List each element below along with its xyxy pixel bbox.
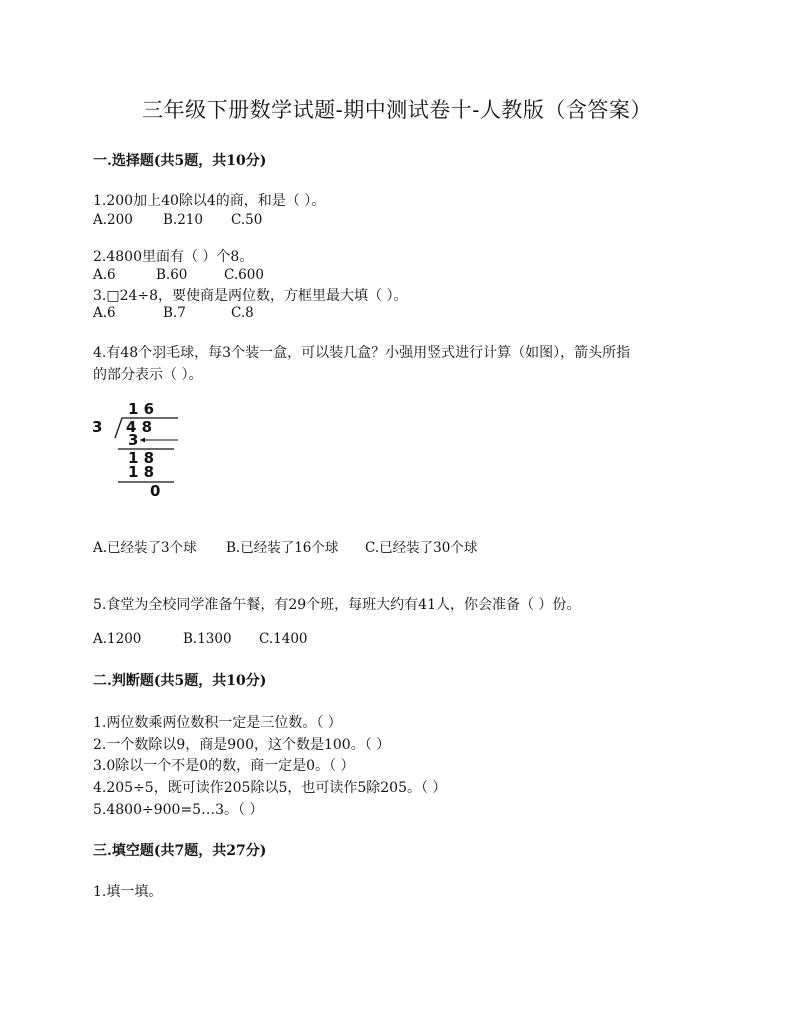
judge-question-3: 3.0除以一个不是0的数，商一定是0。（ ） (93, 758, 355, 774)
option-b: B.已经装了16个球 (226, 540, 339, 556)
section-heading-fill: 三.填空题(共7题，共27分) (93, 843, 267, 859)
divisor: 3 (92, 418, 103, 436)
option-a: A.6 (93, 305, 116, 321)
option-b: B.7 (163, 305, 186, 321)
question-4-line-1: 4.有48个羽毛球，每3个装一盒，可以装几盒？小强用竖式进行计算（如图），箭头所指 (93, 345, 631, 361)
option-a: A.200 (93, 212, 133, 228)
option-c: C.1400 (259, 631, 308, 647)
dividend: 4 8 (126, 418, 153, 436)
section-heading-choice: 一.选择题(共5题，共10分) (93, 153, 267, 169)
section-heading-judge: 二.判断题(共5题，共10分) (93, 673, 267, 689)
judge-question-4: 4.205÷5，既可读作205除以5，也可读作5除205。（ ） (93, 780, 447, 796)
fill-question-1: 1.填一填。 (93, 884, 163, 900)
option-c: C.600 (224, 267, 264, 283)
option-c: C.8 (231, 305, 254, 321)
question-3-options (93, 305, 254, 321)
question-5-options (93, 631, 308, 647)
question-2-options (93, 267, 264, 283)
quotient: 1 6 (128, 400, 155, 418)
remainder: 0 (150, 482, 161, 500)
page-title: 三年级下册数学试题-期中测试卷十-人教版（含答案） (142, 98, 652, 122)
option-c: C.50 (231, 212, 263, 228)
option-a: A.6 (93, 267, 116, 283)
option-b: B.1300 (183, 631, 232, 647)
judge-question-5: 5.4800÷900=5…3。（ ） (93, 802, 264, 818)
step-subtract-1: 3 (128, 431, 139, 449)
step-subtract-2: 1 8 (128, 463, 155, 481)
option-b: B.210 (163, 212, 203, 228)
judge-question-1: 1.两位数乘两位数积一定是三位数。（ ） (93, 715, 342, 731)
option-a: A.已经装了3个球 (93, 540, 197, 556)
step-bring-down: 1 8 (128, 449, 155, 467)
arrow-head-icon (140, 438, 145, 443)
question-1-options (93, 212, 262, 228)
question-5: 5.食堂为全校同学准备午餐，有29个班，每班大约有41人，你会准备（ ）份。 (93, 597, 581, 613)
long-division-figure (88, 398, 188, 500)
question-2: 2.4800里面有（ ）个8。 (93, 249, 254, 265)
option-a: A.1200 (93, 631, 142, 647)
question-1: 1.200加上40除以4的商，和是（ ）。 (93, 193, 326, 209)
question-3: 3.□24÷8，要使商是两位数，方框里最大填（ ）。 (93, 288, 408, 304)
judge-question-2: 2.一个数除以9，商是900，这个数是100。（ ） (93, 737, 391, 753)
option-b: B.60 (156, 267, 188, 283)
option-c: C.已经装了30个球 (365, 540, 478, 556)
question-4-options (93, 536, 477, 556)
question-4-line-2: 的部分表示（ ）。 (93, 367, 203, 383)
